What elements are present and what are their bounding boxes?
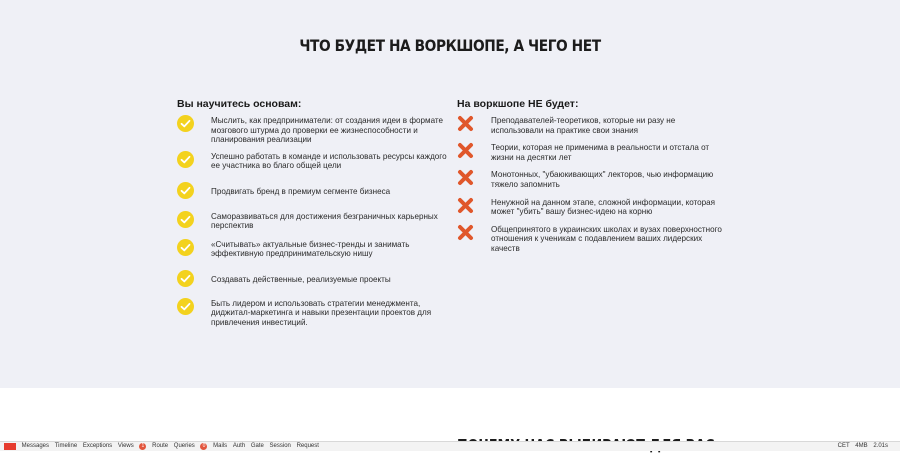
- toolbar-tab-timeline[interactable]: Timeline: [54, 443, 78, 449]
- not-included-item: [457, 225, 727, 254]
- cross-icon: [457, 142, 474, 159]
- not-included-item: [457, 198, 727, 217]
- not-included-item-text: Преподавателей-теоретиков, которые ни разу не использовали на практике свои знания: [491, 116, 676, 135]
- learn-item-text: «Считывать» актуальные бизнес-тренды и занимать эффективную предпринимательскую нишу: [211, 239, 410, 259]
- checkmark-icon: [177, 151, 194, 168]
- not-included-item-text: Общепринятого в украинских школах и вузах поверхностного отношения к ученикам с подавлением ваших лидерских качеств: [491, 224, 722, 253]
- not-included-item-text: Монотонных, "убаюкивающих" лекторов, чью информацию тяжело запомнить: [491, 170, 714, 189]
- not-included-item: [457, 143, 727, 162]
- toolbar-tab-auth[interactable]: Auth: [232, 443, 246, 449]
- learn-item: [177, 212, 447, 231]
- not-included-item: [457, 116, 727, 135]
- checkmark-icon: [177, 115, 194, 132]
- learn-item-text: Мыслить, как предприниматели: от создания идеи в формате мозгового штурма до проверки ее жизнеспособности и планирования реализации: [211, 116, 444, 145]
- learn-heading: Вы научитесь основам:: [177, 98, 302, 110]
- not-included-heading: На воркшопе НЕ будет:: [457, 98, 579, 110]
- section-title: ЧТО БУДЕТ НА ВОРКШОПЕ, А ЧЕГО НЕТ: [299, 36, 601, 55]
- learn-item: [177, 152, 447, 171]
- learn-item: [177, 271, 447, 285]
- learn-item: [177, 116, 447, 145]
- cross-icon: [457, 224, 474, 241]
- toolbar-tab-messages[interactable]: Messages: [21, 443, 50, 449]
- learn-item-text: Продвигать бренд в премиум сегменте бизнеса: [211, 186, 391, 196]
- not-included-list: [457, 116, 727, 254]
- views-count-badge: 1: [139, 443, 146, 450]
- toolbar-tab-mails[interactable]: Mails: [213, 443, 228, 449]
- not-included-item: [457, 170, 727, 189]
- checkmark-icon: [177, 211, 194, 228]
- toolbar-tab-queries[interactable]: Queries: [173, 443, 195, 449]
- cross-icon: [457, 115, 474, 132]
- toolbar-tab-request[interactable]: Request: [296, 443, 319, 449]
- learn-column: [177, 98, 447, 327]
- cross-icon: [457, 169, 474, 186]
- learn-item: [177, 299, 447, 328]
- not-included-item-text: Теории, которая не применима в реальности и отстала от жизни на десятки лет: [491, 143, 710, 162]
- checkmark-icon: [177, 239, 194, 256]
- toolbar-tab-route[interactable]: Route: [152, 443, 169, 449]
- toolbar-tab-session[interactable]: Session: [269, 443, 291, 449]
- not-included-item-text: Ненужной на данном этапе, сложной информации, которая может "убить" вашу бизнес-идею на корню: [491, 197, 716, 217]
- learn-list: [177, 116, 447, 327]
- timezone-indicator: CET: [837, 443, 850, 449]
- not-included-column: [457, 98, 727, 254]
- debugbar-logo-icon[interactable]: [4, 443, 16, 450]
- learn-item: [177, 240, 447, 259]
- checkmark-icon: [177, 298, 194, 315]
- toolbar-tab-gate[interactable]: Gate: [250, 443, 264, 449]
- time-indicator: 2.01s: [873, 443, 888, 449]
- memory-indicator: 4MB: [855, 443, 868, 449]
- learn-item-text: Саморазвиваться для достижения безграничных карьерных перспектив: [211, 211, 438, 231]
- checkmark-icon: [177, 270, 194, 287]
- toolbar-tab-exceptions[interactable]: Exceptions: [82, 443, 113, 449]
- learn-item: [177, 183, 447, 197]
- learn-item-text: Быть лидером и использовать стратегии менеджмента, диджитал-маркетинга и навыки презентации проектов для привлечения инвестиций.: [211, 298, 432, 327]
- checkmark-icon: [177, 182, 194, 199]
- queries-count-badge: 0: [200, 443, 207, 450]
- cross-icon: [457, 197, 474, 214]
- toolbar-tab-views[interactable]: Views: [117, 443, 134, 449]
- learn-item-text: Создавать действенные, реализуемые проекты: [211, 274, 391, 284]
- learn-item-text: Успешно работать в команде и использовать ресурсы каждого ее участника во благо общей цели: [211, 151, 447, 171]
